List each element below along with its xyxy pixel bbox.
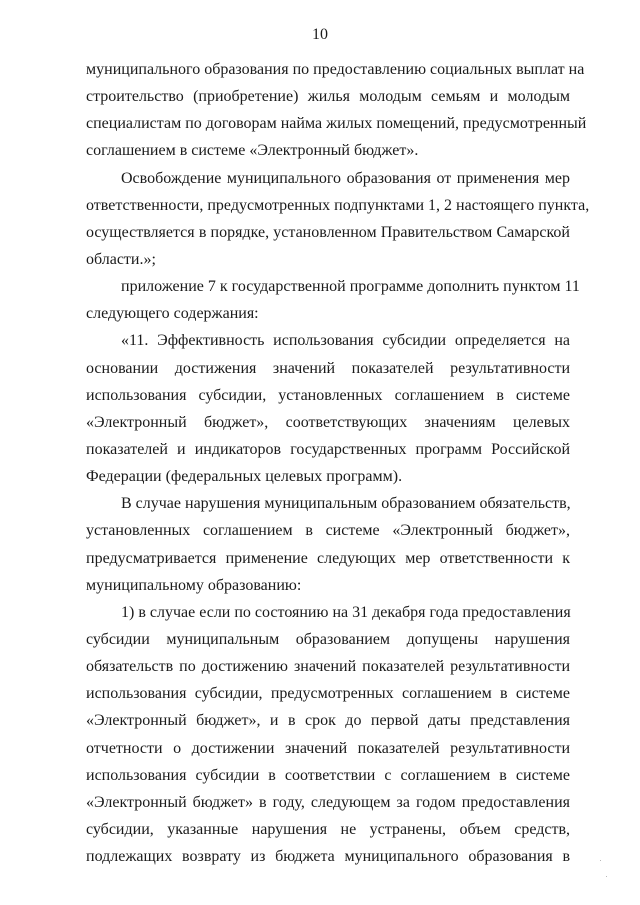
text-line: осуществляется в порядке, установленном Правительством Самарской: [86, 223, 570, 241]
text-line: «Электронный бюджет» в году, следующем за годом предоставления: [86, 793, 570, 811]
text-line: В случае нарушения муниципальным образованием обязательств,: [121, 495, 571, 513]
text-line: следующего содержания:: [86, 305, 259, 323]
text-line: показателей и индикаторов государственных программ Российской: [86, 440, 570, 458]
text-line: использования субсидии в соответствии с соглашением в системе: [86, 766, 570, 784]
text-line: муниципального образования по предоставлению социальных выплат на: [86, 61, 585, 78]
text-line: муниципальному образованию:: [86, 576, 302, 594]
text-line: обязательств по достижению значений показателей результативности: [86, 658, 570, 676]
scan-artifact: [606, 876, 607, 877]
text-line: «Электронный бюджет», и в срок до первой даты представления: [86, 712, 570, 730]
text-line: субсидии муниципальным образованием допущены нарушения: [86, 630, 570, 648]
text-line: соглашением в системе «Электронный бюджет».: [86, 142, 419, 160]
scan-artifact: [600, 860, 601, 861]
text-line: «11. Эффективность использования субсидии определяется на: [121, 332, 570, 350]
text-line: приложение 7 к государственной программе дополнить пунктом 11: [121, 278, 580, 296]
text-line: субсидии, указанные нарушения не устранены, объем средств,: [86, 820, 570, 838]
text-line: Федерации (федеральных целевых программ).: [86, 468, 403, 486]
text-line: использования субсидии, предусмотренных соглашением в системе: [86, 685, 570, 703]
text-line: установленных соглашением в системе «Электронный бюджет»,: [86, 522, 570, 540]
text-line: области.»;: [86, 250, 156, 268]
page-number: 10: [312, 26, 328, 43]
text-line: предусматривается применение следующих мер ответственности к: [86, 549, 570, 567]
text-line: «Электронный бюджет», соответствующих значениям целевых: [86, 413, 570, 431]
text-line: строительство (приобретение) жилья молодым семьям и молодым: [86, 88, 570, 106]
text-line: Освобождение муниципального образования от применения мер: [121, 169, 570, 187]
text-line: основании достижения значений показателей результативности: [86, 359, 570, 377]
text-line: подлежащих возврату из бюджета муниципального образования в: [86, 848, 570, 866]
text-line: использования субсидии, установленных соглашением в системе: [86, 386, 570, 404]
document-body: [86, 56, 590, 870]
text-line: 1) в случае если по состоянию на 31 декабря года предоставления: [121, 603, 571, 621]
text-line: специалистам по договорам найма жилых помещений, предусмотренный: [86, 115, 587, 133]
text-line: ответственности, предусмотренных подпунктами 1, 2 настоящего пункта,: [86, 196, 590, 214]
text-line: отчетности о достижении значений показателей результативности: [86, 739, 570, 757]
